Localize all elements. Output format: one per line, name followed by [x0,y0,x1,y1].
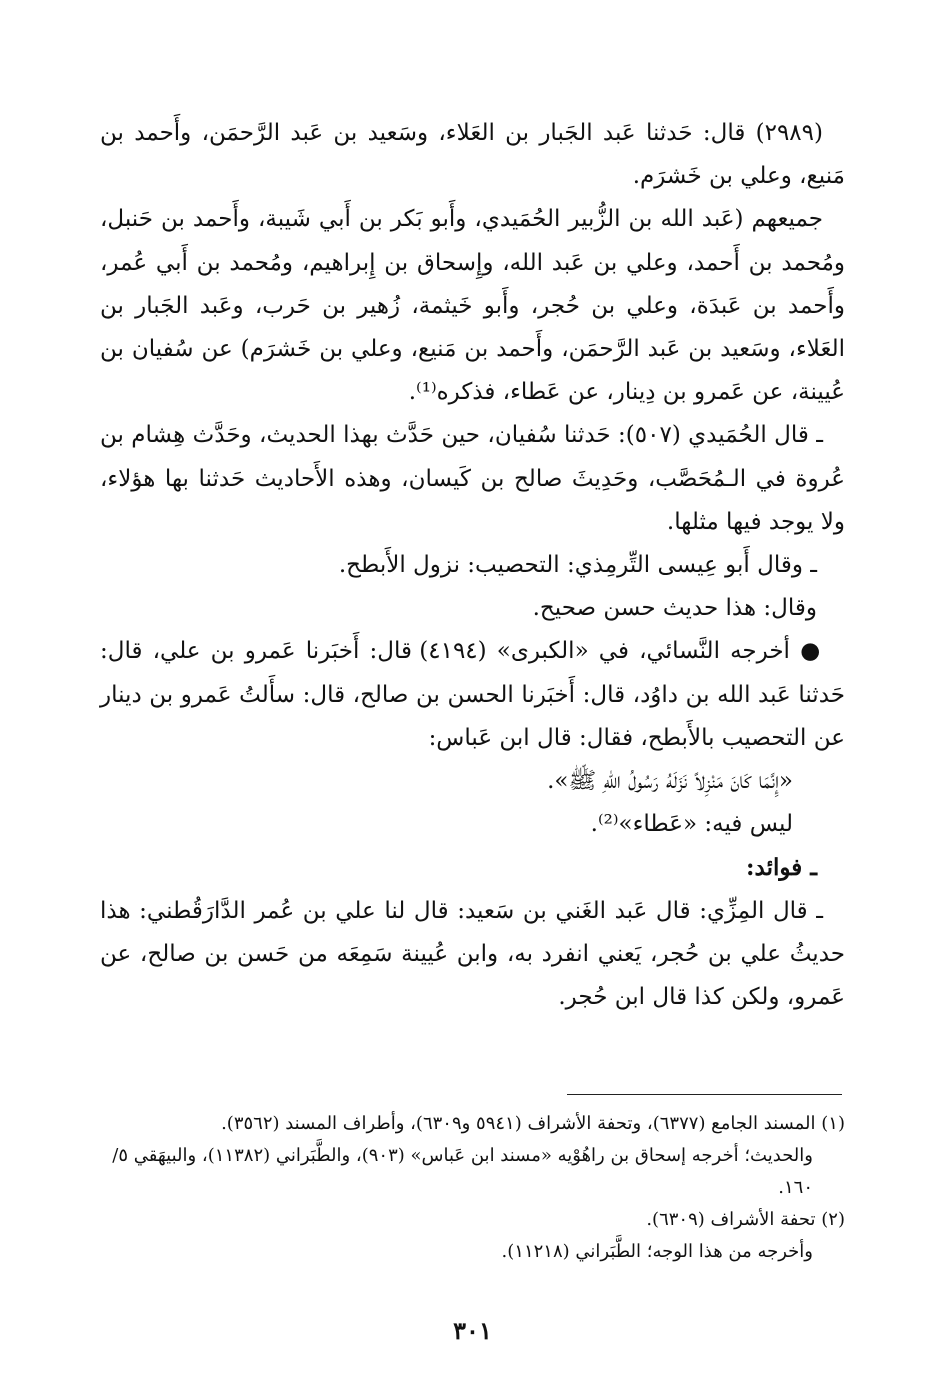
paragraph-nasai: ● أخرجه النَّسائي، في «الكبرى» (٤١٩٤) قال: أَخبَرنا عَمرو بن علي، قال: حَدثنا عَبد الله بن داوُد، قال: أَخبَرنا الحسن بن صالح، قال: سأَلتُ عَمرو بن دينار عن التحصيب بالأَبطح، فقال: قال ابن عَباس: [100,638,845,751]
footnote-separator [567,1094,842,1095]
paragraph-not-in-it: ليس فيه: «عَطاء»⁽²⁾. [590,811,793,838]
paragraph-hadith-quote: «إِنَّمَا كَانَ مَنْزِلاً نَزَلَهُ رَسُولُ اللهِ ﷺ». [547,768,793,795]
footnote-1: (١) المسند الجامع (٦٣٧٧)، وتحفة الأشراف (٥٩٤١ و٦٣٠٩)، وأطراف المسند (٣٥٦٢). [221,1113,845,1134]
paragraph-tirmidhi: ـ وقال أَبو عِيسى التِّرمِذي: التحصيب: نزول الأَبطح. [338,552,817,579]
paragraph-isnad-list: جميعهم (عَبد الله بن الزُّبير الحُمَيدي، وأَبو بَكر بن أَبي شَيبة، وأَحمد بن حَنبل، ومُحمد بن أَحمد، وعلي بن عَبد الله، وإِسحاق بن إِبراهيم، ومُحمد بن أَبي عُمر، وأَحمد بن عَبدَة، وعلي بن حُجر، وأَبو خَيثمة، زُهير بن حَرب، وعَبد الجَبار بن العَلاء، وسَعيد بن عَبد الرَّحمَن، وأَحمد بن مَنيع، وعلي بن خَشرَم) عن سُفيان بن عُيينة، عن عَمرو بن دِينار، عن عَطاء، فذكره⁽¹⁾. [100,206,845,406]
section-heading-benefits: ـ فوائد: [746,854,817,882]
footnote-2: (٢) تحفة الأشراف (٦٣٠٩). [646,1209,845,1230]
paragraph-hadith-2989: (٢٩٨٩) قال: حَدثنا عَبد الجَبار بن العَلاء، وسَعيد بن عَبد الرَّحمَن، وأَحمد بن مَنيع، وعلي بن خَشرَم. [100,120,845,190]
paragraph-humaydi: ـ قال الحُمَيدي (٥٠٧): حَدثنا سُفيان، حين حَدَّث بهذا الحديث، وحَدَّث هِشام بن عُروة في الـمُحَصَّب، وحَدِيثَ صالح بن كَيسان، وهذه الأَحاديث حَدثنا بها هؤلاء، ولا يوجد فيها مثلها. [100,422,845,535]
page-number: ٣٠١ [453,1316,492,1345]
footnotes [100,1108,845,1268]
footnote-2-continuation: وأخرجه من هذا الوجه؛ الطَّبَراني (١١٢١٨). [501,1241,813,1262]
paragraph-hasan-sahih: وقال: هذا حديث حسن صحيح. [532,595,817,622]
main-text [100,112,845,1019]
footnote-1-continuation: والحديث؛ أخرجه إسحاق بن راهُوْيه «مسند ابن عَباس» (٩٠٣)، والطَّبَراني (١١٣٨٢)، والبيهَقي ٥/ ١٦٠. [112,1145,813,1198]
paragraph-mizzi: ـ قال المِزِّي: قال عَبد الغَني بن سَعيد: قال لنا علي بن عُمر الدَّارَقُطني: هذا حديثُ علي بن حُجر، يَعني انفرد به، وابن عُيينة سَمِعَه من حَسن بن صالح، عن عَمرو، ولكن كذا قال ابن حُجر. [100,897,845,1011]
